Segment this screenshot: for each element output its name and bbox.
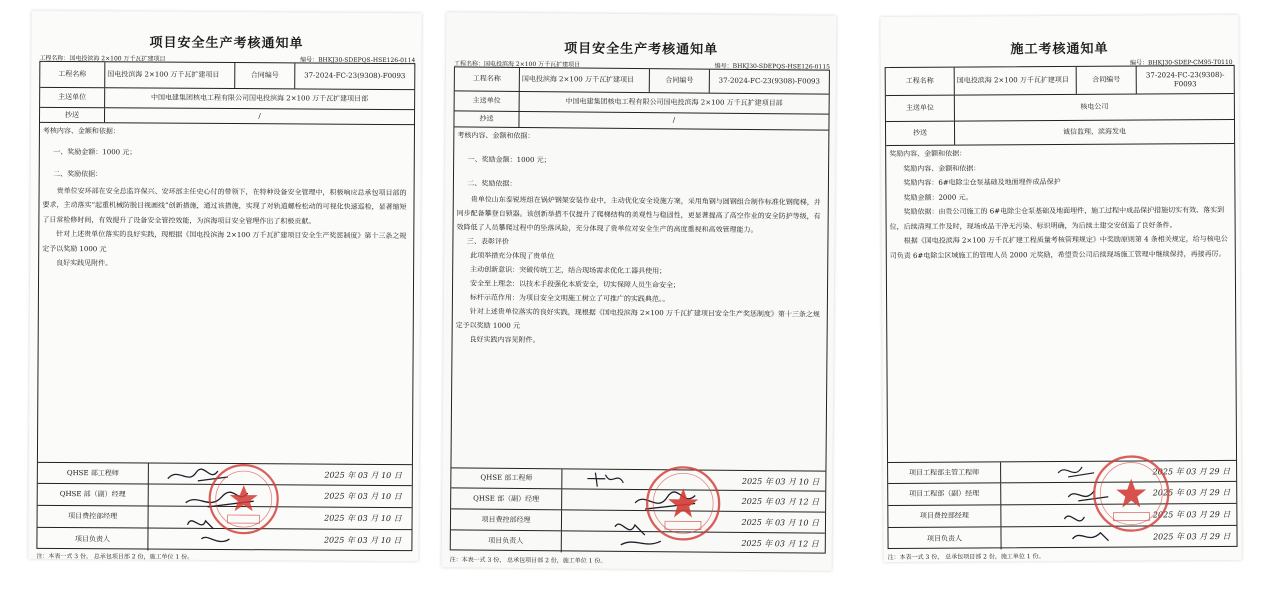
label-main-unit: 主送单位 (472, 96, 501, 106)
signature-label: 项目工程部主管工程师 (909, 468, 980, 477)
footer-note: 注：本表一式 3 份， 总承包项目部 2 份，施工单位 1 份。 (36, 552, 194, 561)
paragraph: 主动创新意识：突破传统工艺，结合现场需求优化工器具使用； (470, 265, 667, 276)
signature-row (888, 460, 1236, 484)
signature-label: 项目费控部经理 (919, 511, 969, 521)
document-number: 编号：BHKJ30-SDEPQS-HSE126-0115 (714, 62, 830, 71)
signature-row (451, 530, 825, 554)
value-project-name: 国电投滨海 2×100 万千瓦扩建项目 (954, 67, 1076, 95)
signature-label: QHSE 部（副）经理 (473, 494, 540, 503)
paragraph: 良好实践内容见附件。 (469, 335, 540, 345)
content-title: 考核内容、金额和依据： (457, 131, 535, 141)
content-title: 奖励内容、金额和依据： (889, 149, 967, 159)
paragraph: 标杆示范作用：为项目安全文明施工树立了可推广的实践典范。。 (469, 293, 670, 304)
paragraph: 贵单位山东泰锐班组在锅炉钢架安装作业中，主动优化安全设施方案，采用角钢与圆钢组合制作标准化钢爬梯，并同步配备攀登自锁器。该创新举措不仅提升了爬梯结构的美观性与稳固性，更显著提高了高空作业的安全防护等级，有效降低了人员攀爬过程中的坠落风险，充分体现了贵单位对安全生产的高度重视和高效管理能力。 (456, 195, 821, 235)
signature-row (38, 484, 412, 508)
signature-date: 2025 年 03 月 10 日 (324, 470, 402, 481)
value-main-unit: 中国电建集团核电工程有限公司国电投滨海 2×100 万千瓦扩建项目部 (104, 88, 414, 109)
form-table (36, 61, 415, 551)
value-contract-no: 37-2024-FC-23(9308)-F0093 (294, 63, 414, 89)
project-line: 工程名称：国电投滨海 2×100 万千瓦扩建项目 (453, 60, 581, 69)
signature-row (38, 462, 412, 486)
signature-date: 2025 年 03 月 29 日 (1153, 531, 1231, 542)
value-main-unit: 中国电建集团核电工程有限公司国电投滨海 2×100 万千瓦扩建项目部 (519, 92, 829, 114)
label-project-name: 工程名称 (58, 70, 87, 79)
value-cc: 诚信监理、滨海发电 (954, 120, 1234, 145)
signature-date: 2025 年 03 月 10 日 (324, 491, 402, 502)
signature-label: 项目工程部（副）经理 (909, 489, 980, 499)
signature-label: 项目负责人 (927, 534, 963, 543)
paragraph: 三、表彰评价 (466, 237, 509, 246)
signature-date: 2025 年 03 月 10 日 (741, 517, 820, 528)
signature-row (37, 528, 411, 552)
row-project (40, 62, 414, 90)
label-main-unit: 主送单位 (58, 93, 87, 102)
signature-date: 2025 年 03 月 12 日 (741, 538, 819, 549)
label-contract-no: 合同编号 (1076, 67, 1136, 94)
signature-date: 2025 年 03 月 10 日 (324, 513, 402, 524)
paragraph: 此项举措充分体现了贵单位 (470, 251, 555, 261)
content-body (456, 128, 824, 349)
signature-date: 2025 年 03 月 10 日 (741, 476, 820, 487)
label-project-name: 工程名称 (905, 77, 934, 86)
paragraph: 一、奖励金额：1000 元； (467, 155, 551, 165)
label-main-unit: 主送单位 (905, 104, 934, 113)
signature-row (888, 504, 1236, 528)
signature-date: 2025 年 03 月 12 日 (741, 496, 820, 507)
value-contract-no: 37-2024-FC-23(9308)-F0093 (1136, 66, 1234, 94)
notice-document-2 (442, 12, 837, 570)
paragraph: 针对上述贵单位落实的良好实践，现根据《国电投滨海 2×100 万千瓦扩建项目安全生产奖惩制度》第十三条之规定予以奖励 1000 元 (42, 229, 407, 253)
label-project-name: 工程名称 (472, 74, 501, 84)
signature-row (38, 506, 412, 530)
paragraph: 二、奖励依据： (467, 179, 517, 188)
document-number: 编号：BHKJ30-SDEPQS-HSE126-0114 (300, 56, 416, 65)
paragraph: 贵单位安环部在安全总监许保兴、安环部主任史心付的带领下，在特种设备安全管理中，积极响应总承包项目部的要求，主动落实“起重机械防脱目视画线”创新措施，通过该措施，实现了对轨道螺栓松动的可视化快速巡检，显著缩短了日常检修时间，有效提升了设备安全管控效能，为滨海项目安全管理作出了积极贡献。 (42, 186, 407, 226)
paragraph: 奖励内容：6#电除尘仓泵基础及地面埋件成品保护 (903, 178, 1061, 187)
row-project (455, 67, 829, 94)
signature-date: 2025 年 03 月 29 日 (1152, 487, 1231, 498)
footer-note: 注：本表一式 3 份， 总承包项目部 2 份，施工单位 1 份。 (887, 553, 1045, 562)
form-table (885, 65, 1238, 549)
paragraph: 奖励金额：2000 元。 (903, 193, 973, 202)
value-project-name: 国电投滨海 2×100 万千瓦扩建项目 (519, 68, 649, 92)
notice-document-1 (28, 11, 421, 561)
signature-label: 项目费控部经理 (481, 515, 531, 524)
signature-date: 2025 年 03 月 29 日 (1152, 466, 1231, 477)
document-title: 施工考核通知单 (1010, 41, 1109, 58)
label-cc: 抄送 (479, 114, 494, 124)
notice-document-3 (880, 15, 1241, 562)
row-cc (40, 108, 414, 125)
footer-note: 注：本表一式 3 份， 总承包项目部 2 份，施工单位 1 份。 (449, 556, 607, 565)
paragraph: 良好实践见附件。 (56, 258, 113, 268)
signature-row (888, 482, 1236, 506)
row-main-unit (886, 94, 1234, 122)
document-title: 项目安全生产考核通知单 (564, 41, 719, 58)
signature-label: QHSE 部工程师 (480, 473, 533, 483)
label-contract-no: 合同编号 (234, 63, 294, 88)
value-main-unit: 核电公司 (954, 94, 1234, 121)
row-main-unit (40, 88, 414, 110)
paragraph: 奖励依据：由贵公司施工的 6#电除尘仓泵基础及地面埋件，施工过程中成品保护措施切实有效、落实到位，后续清理工作及时，现场成品干净无污染、标识明确，为后续土建交安创造了良好条件。 (889, 206, 1225, 231)
project-line: 工程名称：国电投滨海 2×100 万千瓦扩建项目 (39, 54, 166, 63)
paragraph: 奖励内容、金额和依据： (903, 163, 981, 173)
signature-date: 2025 年 03 月 29 日 (1152, 509, 1231, 520)
label-cc: 抄送 (65, 110, 80, 119)
label-contract-no: 合同编号 (649, 69, 709, 93)
document-number: 编号：BHKJ30-SDEP-CM95-T0110 (1129, 58, 1233, 67)
value-contract-no: 37-2024-FC-23(9308)-F0093 (709, 70, 829, 94)
value-cc: / (518, 112, 828, 130)
paragraph: 二、奖励依据： (53, 169, 103, 179)
signature-label: QHSE 部工程师 (66, 468, 119, 478)
signature-label: QHSE 部（副）经理 (59, 490, 126, 499)
content-body (42, 124, 409, 273)
signature-label: 项目负责人 (74, 534, 110, 544)
value-project-name: 国电投滨海 2×100 万千瓦扩建项目 (104, 62, 234, 88)
row-cc (886, 120, 1234, 146)
signature-date: 2025 年 03 月 10 日 (323, 535, 402, 546)
content-title: 考核内容、金额和依据： (42, 126, 120, 136)
content-body (889, 145, 1232, 263)
paragraph: 针对上述贵单位落实的良好实践，现根据《国电投滨海 2×100 万千瓦扩建项目安全生产奖惩制度》第十三条之规定予以奖励 1000 元 (455, 307, 820, 330)
paragraph: 一、奖励金额：1000 元； (53, 147, 137, 156)
label-cc: 抄送 (913, 129, 928, 138)
row-cc (454, 111, 828, 130)
document-title: 项目安全生产考核通知单 (149, 35, 304, 52)
signature-label: 项目费控部经理 (68, 512, 118, 521)
paragraph: 根据《国电投滨海 2×100 万千瓦扩建工程质量考核管理规定》中奖励原则第 4 条相关规定，给与核电公司负责 6#电除尘区域施工的管理人员 2000 元奖励，希望贵公司后续现场施工管理中继续保持，再接再厉。 (889, 234, 1228, 260)
signature-row (888, 526, 1236, 550)
value-cc: / (104, 108, 414, 124)
paragraph: 安全至上理念：以技术手段强化本质安全，切实保障人员生命安全； (470, 279, 681, 290)
signature-label: 项目负责人 (488, 536, 524, 546)
row-project (886, 66, 1234, 96)
form-table (450, 66, 830, 553)
